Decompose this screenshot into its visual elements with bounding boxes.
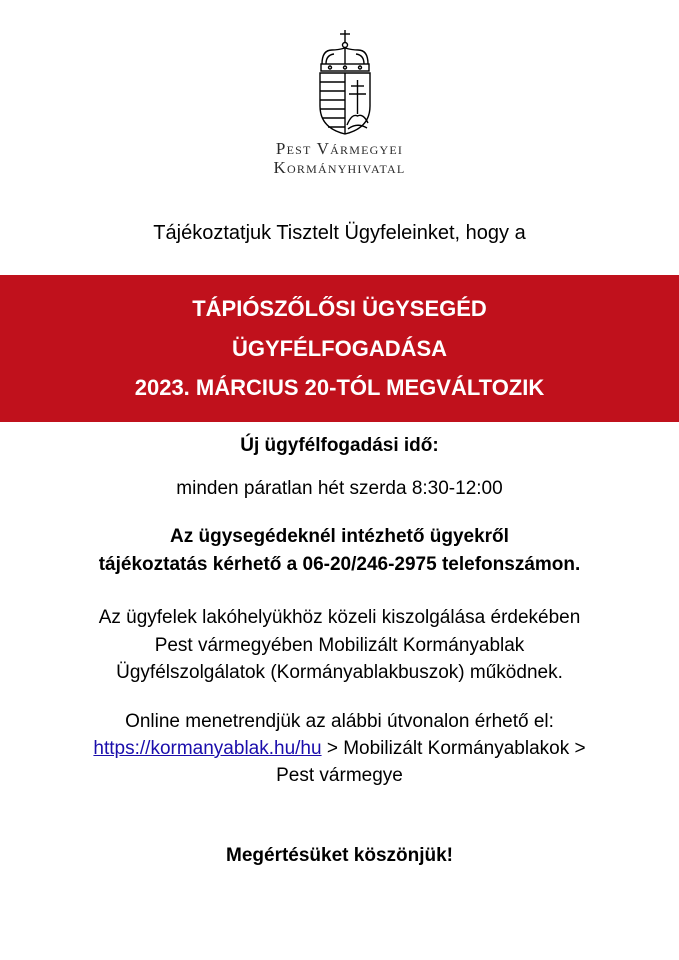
announcement-banner (0, 275, 679, 422)
schedule-heading: Új ügyfélfogadási idő: (240, 435, 439, 456)
online-line1: Online menetrendjük az alábbi útvonalon érhető el: (125, 711, 554, 732)
org-name-line2: Kormányhivatal (273, 158, 406, 177)
schedule-time: minden páratlan hét szerda 8:30-12:00 (176, 478, 503, 499)
online-path (0, 738, 679, 760)
kormanyablak-link[interactable]: https://kormanyablak.hu/hu (93, 738, 322, 759)
banner-line3: 2023. MÁRCIUS 20-TÓL MEGVÁLTOZIK (134, 375, 545, 400)
banner-line1: TÁPIÓSZŐLŐSI ÜGYSEGÉD (192, 296, 487, 321)
online-path-rest: > Mobilizált Kormányablakok > (321, 738, 586, 759)
org-name-line1: Pest Vármegyei (275, 139, 404, 158)
mobile-line3: Ügyfélszolgálatok (Kormányablakbuszok) működnek. (116, 662, 563, 683)
closing-text: Megértésüket köszönjük! (226, 845, 453, 866)
mobile-line1: Az ügyfelek lakóhelyükhöz közeli kiszolgálása érdekében (98, 607, 581, 628)
info-line2: tájékoztatás kérhető a 06-20/246-2975 telefonszámon. (98, 554, 581, 575)
mobile-line2: Pest vármegyében Mobilizált Kormányablak (154, 635, 525, 656)
intro-text: Tájékoztatjuk Tisztelt Ügyfeleinket, hogy a (153, 222, 526, 244)
online-line3: Pest vármegye (276, 765, 403, 786)
banner-line2: ÜGYFÉLFOGADÁSA (231, 336, 448, 361)
info-line1: Az ügysegédeknél intézhető ügyekről (170, 526, 509, 547)
hungarian-coat-of-arms-icon (310, 28, 380, 138)
